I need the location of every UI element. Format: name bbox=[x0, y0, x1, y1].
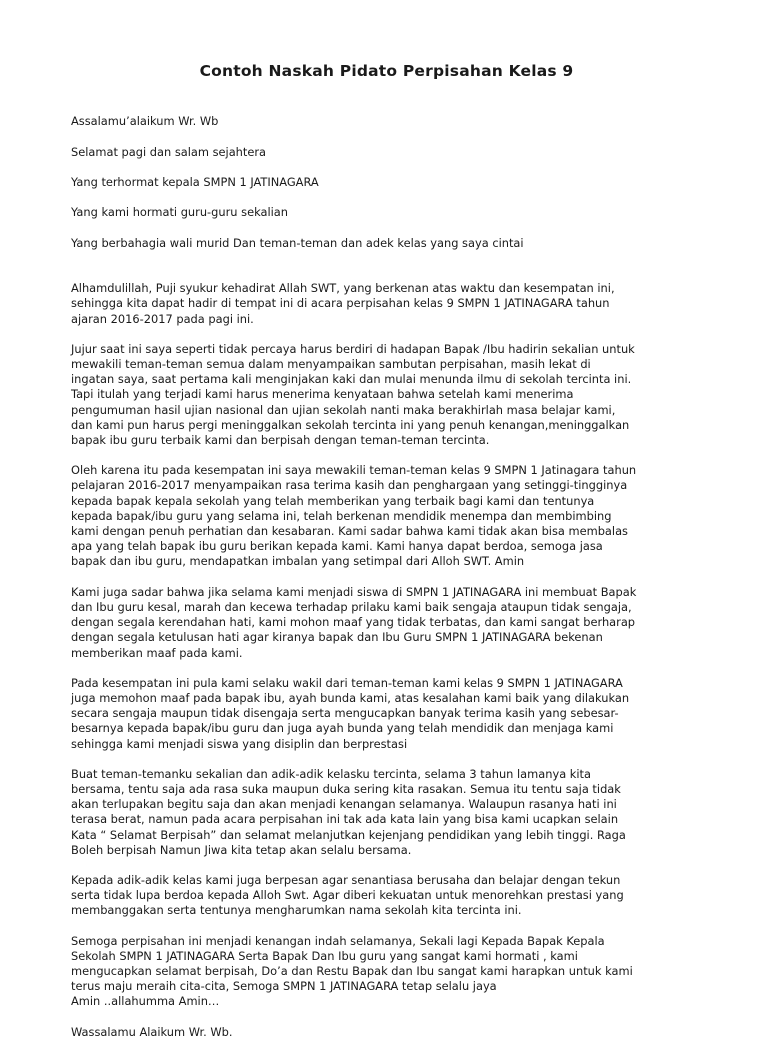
greeting-line: Yang berbahagia wali murid Dan teman-teman dan adek kelas yang saya cintai bbox=[71, 235, 524, 250]
paragraph-farewell: Semoga perpisahan ini menjadi kenangan indah selamanya, Sekali lagi Kepada Bapak Kepala Sekolah SMPN 1 JATINAGARA Serta Bapak Dan Ibu guru yang sangat kami hormati , kami mengucapkan selamat berpisah, Do’a dan Restu Bapak dan Ibu sangat kami harapkan untuk kami terus maju meraih cita-cita, Semoga SMPN 1 JATINAGARA tetap selalu jaya Amin ..allahumma Amin… bbox=[71, 933, 633, 1009]
paragraph-juniors: Kepada adik-adik kelas kami juga berpesan agar senantiasa berusaha dan belajar dengan tekun serta tidak lupa berdoa kepada Alloh Swt. Agar diberi kekuatan untuk menorehkan prestasi yang membanggakan serta tentunya mengharumkan nama sekolah kita tercinta ini. bbox=[71, 872, 624, 918]
greeting-line: Yang terhormat kepala SMPN 1 JATINAGARA bbox=[71, 175, 319, 190]
paragraph-apology-teachers: Kami juga sadar bahwa jika selama kami menjadi siswa di SMPN 1 JATINAGARA ini membuat Bapak dan Ibu guru kesal, marah dan kecewa terhadap prilaku kami baik sengaja ataupun tidak sengaja, dengan segala kerendahan hati, kami mohon maaf yang tidak terbatas, dan kami sangat berharap dengan segala ketulusan hati agar kiranya bapak dan Ibu Guru SMPN 1 JATINAGARA bekenan memberikan maaf pada kami. bbox=[71, 584, 637, 660]
closing-salutation: Wassalamu Alaikum Wr. Wb. bbox=[71, 1024, 233, 1039]
greeting-line: Assalamu’alaikum Wr. Wb bbox=[71, 114, 219, 129]
paragraph-apology-parents: Pada kesempatan ini pula kami selaku wakil dari teman-teman kami kelas 9 SMPN 1 JATINAGARA juga memohon maaf pada bapak ibu, ayah bunda kami, atas kesalahan kami baik yang dilakukan secara sengaja maupun tidak disengaja serta mengucapkan banyak terima kasih yang sebesar- besarnya kepada bapak/ibu guru dan juga ayah bunda yang telah mendidik dan menjaga kami sehingga kami menjadi siswa yang disiplin dan berprestasi bbox=[71, 675, 630, 751]
paragraph-memories: Jujur saat ini saya seperti tidak percaya harus berdiri di hadapan Bapak /Ibu hadirin sekalian untuk mewakili teman-teman semua dalam menyampaikan sambutan perpisahan, masih lekat di ingatan saya, saat pertama kali menginjakan kaki dan mulai menunda ilmu di sekolah tercinta ini. Tapi itulah yang terjadi kami harus menerima kenyataan bahwa setelah kami menerima pengumuman hasil ujian nasional dan ujian sekolah nanti maka berakhirlah masa belajar kami, dan kami pun harus pergi meninggalkan sekolah tercinta ini yang penuh kenangan,meninggalkan bapak ibu guru terbaik kami dan berpisah dengan teman-teman tercinta. bbox=[71, 341, 635, 448]
greeting-line: Yang kami hormati guru-guru sekalian bbox=[71, 205, 288, 220]
paragraph-gratitude: Oleh karena itu pada kesempatan ini saya mewakili teman-teman kelas 9 SMPN 1 Jatinagara tahun pelajaran 2016-2017 menyampaikan rasa terima kasih dan penghargaan yang setinggi-tingginya kepada bapak kepala sekolah yang telah memberikan yang terbaik bagi kami dan tentunya kepada bapak/ibu guru yang selama ini, telah berkenan mendidik menempa dan membimbing kami dengan penuh perhatian dan kesabaran. Kami sadar bahwa kami tidak akan bisa membalas apa yang telah bapak ibu guru berikan kepada kami. Kami hanya dapat berdoa, semoga jasa bapak dan ibu guru, mendapatkan imbalan yang setimpal dari Alloh SWT. Amin bbox=[71, 463, 637, 569]
paragraph-friends: Buat teman-temanku sekalian dan adik-adik kelasku tercinta, selama 3 tahun lamanya kita bersama, tentu saja ada rasa suka maupun duka sering kita rasakan. Semua itu tentu saja tidak akan terlupakan begitu saja dan akan menjadi kenangan selamanya. Walaupun rasanya hati ini terasa berat, namun pada acara perpisahan ini tak ada kata lain yang bisa kami ucapkan selain Kata “ Selamat Berpisah” dan selamat melanjutkan kejenjang pendidikan yang lebih tinggi. Raga Boleh berpisah Namun Jiwa kita tetap akan selalu bersama. bbox=[71, 766, 626, 857]
document-title: Contoh Naskah Pidato Perpisahan Kelas 9 bbox=[199, 62, 574, 80]
paragraph-opening: Alhamdulillah, Puji syukur kehadirat Allah SWT, yang berkenan atas waktu dan kesempatan ini, sehingga kita dapat hadir di tempat ini di acara perpisahan kelas 9 SMPN 1 JATINAGARA tahun ajaran 2016-2017 pada pagi ini. bbox=[71, 281, 615, 326]
greeting-block bbox=[71, 99, 712, 266]
greeting-line: Selamat pagi dan salam sejahtera bbox=[71, 144, 267, 159]
